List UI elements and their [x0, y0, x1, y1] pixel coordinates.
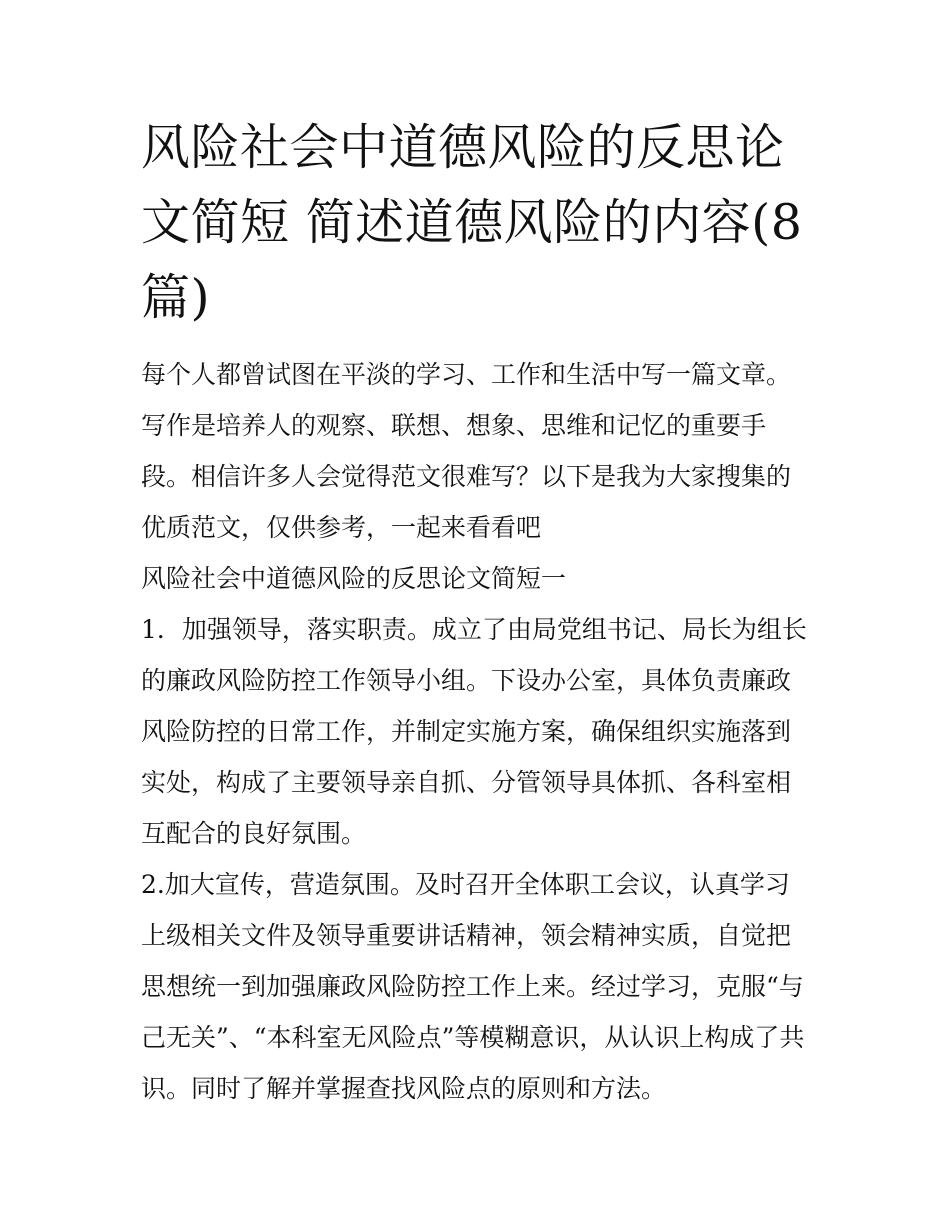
document-page: [141, 110, 813, 1114]
section-heading: 风险社会中道德风险的反思论文简短一: [141, 564, 567, 593]
list-item-2: 2.加大宣传，营造氛围。及时召开全体职工会议，认真学习上级相关文件及领导重要讲话精神，领会精神实质，自觉把思想统一到加强廉政风险防控工作上来。经过学习，克服“与己无关”、“本科室无风险点”等模糊意识，从认识上构成了共识。同时了解并掌握查找风险点的原则和方法。: [141, 870, 805, 1103]
document-body: [141, 349, 813, 1114]
document-title: 风险社会中道德风险的反思论文简短 简述道德风险的内容(8篇): [141, 119, 803, 326]
intro-paragraph: 每个人都曾试图在平淡的学习、工作和生活中写一篇文章。写作是培养人的观察、联想、想象、思维和记忆的重要手段。相信许多人会觉得范文很难写？以下是我为大家搜集的优质范文，仅供参考，一起来看看吧: [141, 360, 792, 542]
list-item-1: 1．加强领导，落实职责。成立了由局党组书记、局长为组长的廉政风险防控工作领导小组。下设办公室，具体负责廉政风险防控的日常工作，并制定实施方案，确保组织实施落到实处，构成了主要领导亲自抓、分管领导具体抓、各科室相互配合的良好氛围。: [141, 615, 807, 848]
